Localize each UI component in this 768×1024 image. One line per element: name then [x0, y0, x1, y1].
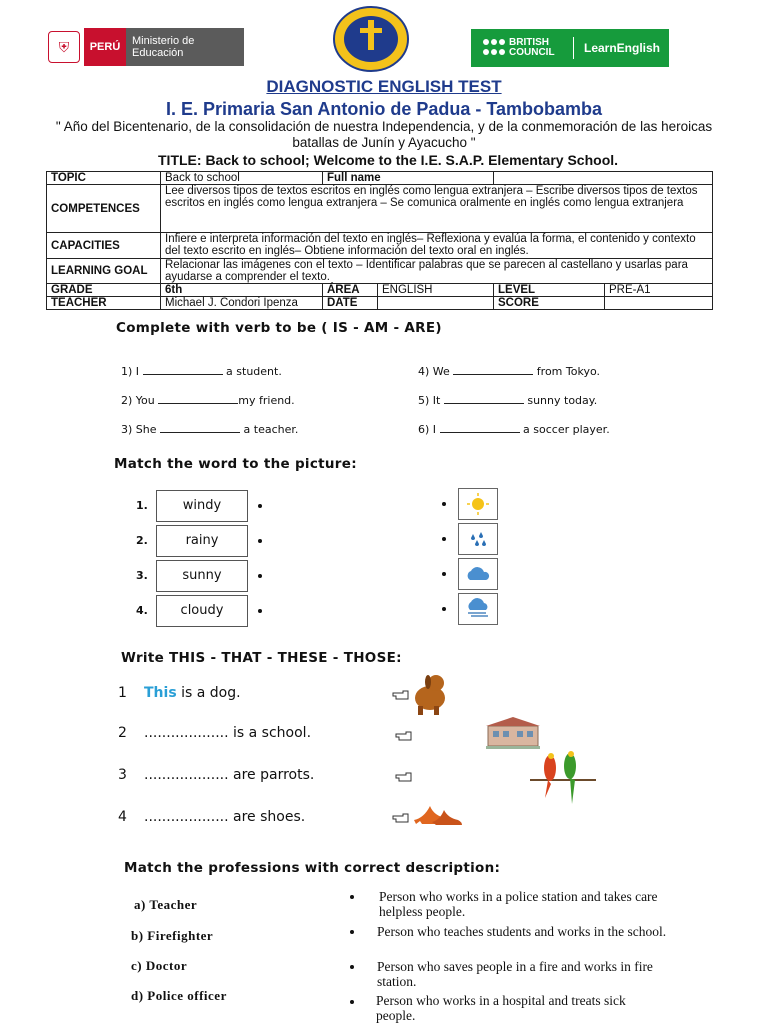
lesson-title: [158, 152, 618, 168]
fullname-label: Full name: [323, 172, 494, 185]
match-dot[interactable]: [442, 502, 446, 506]
test-title: DIAGNOSTIC ENGLISH TEST: [266, 77, 502, 96]
competences-value: Lee diversos tipos de textos escritos en inglés como lengua extranjera – Escribe diversos tipos de textos escritos en inglés como lengua extranjera – Se comunica oralmente en inglés como lengua extranjera: [161, 185, 713, 233]
answer-text: This: [144, 685, 177, 701]
verb-item: 3) She a teacher.: [121, 423, 299, 436]
word-rainy[interactable]: rainy: [156, 525, 248, 557]
score-field[interactable]: [605, 297, 713, 310]
verb-right-list: [418, 357, 610, 444]
match-picture-heading: Match the word to the picture:: [114, 456, 357, 472]
level-value: PRE-A1: [605, 284, 713, 297]
word-windy[interactable]: windy: [156, 490, 248, 522]
pointing-hand-icon: [395, 731, 413, 741]
sun-icon: [458, 488, 498, 520]
competences-label: COMPETENCES: [47, 185, 161, 233]
demonstratives-heading: Write THIS - THAT - THESE - THOSE:: [121, 650, 402, 666]
british-council-logo: [471, 29, 669, 67]
grade-value: 6th: [161, 284, 323, 297]
topic-label: TOPIC: [47, 172, 161, 185]
answer-blank[interactable]: [158, 394, 238, 404]
profession-doctor[interactable]: c) Doctor: [131, 958, 188, 973]
verb-to-be-heading: Complete with verb to be ( IS - AM - ARE): [116, 320, 442, 336]
verb-item: 1) I a student.: [121, 365, 282, 378]
grade-label: GRADE: [47, 284, 161, 297]
answer-blank[interactable]: [444, 394, 524, 404]
match-dot[interactable]: [258, 504, 262, 508]
profession-police-officer[interactable]: d) Police officer: [131, 988, 227, 1003]
weather-pictures: [442, 486, 498, 626]
weather-word-row: 1. windy: [136, 488, 262, 523]
bullet-column: [350, 895, 358, 1004]
parrots-icon: [530, 748, 596, 810]
description-firefighter: Person who saves people in a fire and works in fire station.: [377, 959, 653, 989]
match-dot[interactable]: [258, 539, 262, 543]
ministry-label: Ministerio de Educación: [126, 28, 244, 66]
answer-blank[interactable]: [453, 365, 533, 375]
answer-blank[interactable]: ...................: [144, 809, 229, 825]
weather-word-row: 4. cloudy: [136, 593, 262, 628]
description-police: Person who works in a police station and takes care helpless people.: [379, 889, 658, 919]
match-dot[interactable]: [350, 895, 354, 899]
topic-value: Back to school: [161, 172, 323, 185]
match-dot[interactable]: [442, 537, 446, 541]
school-name: I. E. Primaria San Antonio de Padua - Tambobamba: [165, 99, 603, 119]
goal-value: Relacionar las imágenes con el texto – Identificar palabras que se parecen al castellano y usarlas para ayudarse a comprender el texto.: [161, 259, 713, 284]
teacher-value: Michael J. Condori Ipenza: [161, 297, 323, 310]
learnenglish-label: LearnEnglish: [584, 41, 661, 55]
match-dot[interactable]: [350, 930, 354, 934]
rain-icon: [458, 523, 498, 555]
goal-label: LEARNING GOAL: [47, 259, 161, 284]
profession-firefighter[interactable]: b) Firefighter: [131, 928, 214, 943]
school-seal-icon: [333, 6, 409, 72]
area-value: ENGLISH: [378, 284, 494, 297]
answer-blank[interactable]: ...................: [144, 725, 229, 741]
teacher-label: TEACHER: [47, 297, 161, 310]
info-table: [46, 171, 713, 310]
demonstrative-item: 1 This is a dog.: [118, 685, 241, 701]
answer-blank[interactable]: ...................: [144, 767, 229, 783]
verb-item: 2) You my friend.: [121, 394, 295, 407]
description-doctor: Person who works in a hospital and treats sick people.: [376, 993, 626, 1023]
answer-blank[interactable]: [143, 365, 223, 375]
capacities-label: CAPACITIES: [47, 233, 161, 259]
answer-blank[interactable]: [440, 423, 520, 433]
weather-word-row: 2. rainy: [136, 523, 262, 558]
verb-item: 4) We from Tokyo.: [418, 365, 600, 378]
word-cloudy[interactable]: cloudy: [156, 595, 248, 627]
score-label: SCORE: [494, 297, 605, 310]
weather-word-row: 3. sunny: [136, 558, 262, 593]
date-field[interactable]: [378, 297, 494, 310]
match-dot[interactable]: [442, 607, 446, 611]
demonstrative-item: 2 ................... is a school.: [118, 725, 312, 741]
school-building-icon: [486, 716, 540, 750]
cloud-icon: [458, 558, 498, 590]
peru-label: PERÚ: [84, 28, 126, 66]
bc-dots-icon: [483, 39, 505, 57]
peru-shield-icon: ⛨: [48, 31, 80, 63]
fullname-field[interactable]: [494, 172, 713, 185]
title-value: Back to school; Welcome to the I.E. S.A.P. Elementary School.: [205, 152, 619, 168]
match-dot[interactable]: [350, 965, 354, 969]
dog-icon: [406, 672, 454, 716]
description-teacher: Person who teaches students and works in the school.: [377, 924, 667, 939]
demonstrative-item: 4 ................... are shoes.: [118, 809, 306, 825]
area-label: ÁREA: [323, 284, 378, 297]
pointing-hand-icon: [395, 772, 413, 782]
profession-teacher[interactable]: a) Teacher: [134, 897, 198, 912]
bc-label: BRITISH COUNCIL: [509, 37, 555, 58]
match-dot[interactable]: [442, 572, 446, 576]
verb-item: 5) It sunny today.: [418, 394, 598, 407]
level-label: LEVEL: [494, 284, 605, 297]
capacities-value: Infiere e interpreta información del texto en inglés– Reflexiona y evalúa la forma, el contenido y contexto del texto escrito en inglés– Obtiene información del texto oral en inglés.: [161, 233, 713, 259]
professions-heading: Match the professions with correct description:: [124, 860, 501, 876]
verb-left-list: [121, 357, 298, 444]
match-dot[interactable]: [258, 609, 262, 613]
weather-words: [136, 488, 262, 628]
wind-cloud-icon: [458, 593, 498, 625]
match-dot[interactable]: [258, 574, 262, 578]
shoes-icon: [412, 798, 464, 826]
motto: " Año del Bicentenario, de la consolidación de nuestra Independencia, y de la conmemoración de las heroicas batallas de Junín y Ayacucho ": [55, 119, 713, 150]
peru-ministry-logo: [48, 28, 244, 66]
verb-item: 6) I a soccer player.: [418, 423, 610, 436]
demonstrative-item: 3 ................... are parrots.: [118, 767, 315, 783]
date-label: DATE: [323, 297, 378, 310]
answer-blank[interactable]: [160, 423, 240, 433]
match-dot[interactable]: [350, 1000, 354, 1004]
title-label: TITLE:: [158, 152, 202, 168]
pointing-hand-icon: [392, 813, 410, 823]
word-sunny[interactable]: sunny: [156, 560, 248, 592]
